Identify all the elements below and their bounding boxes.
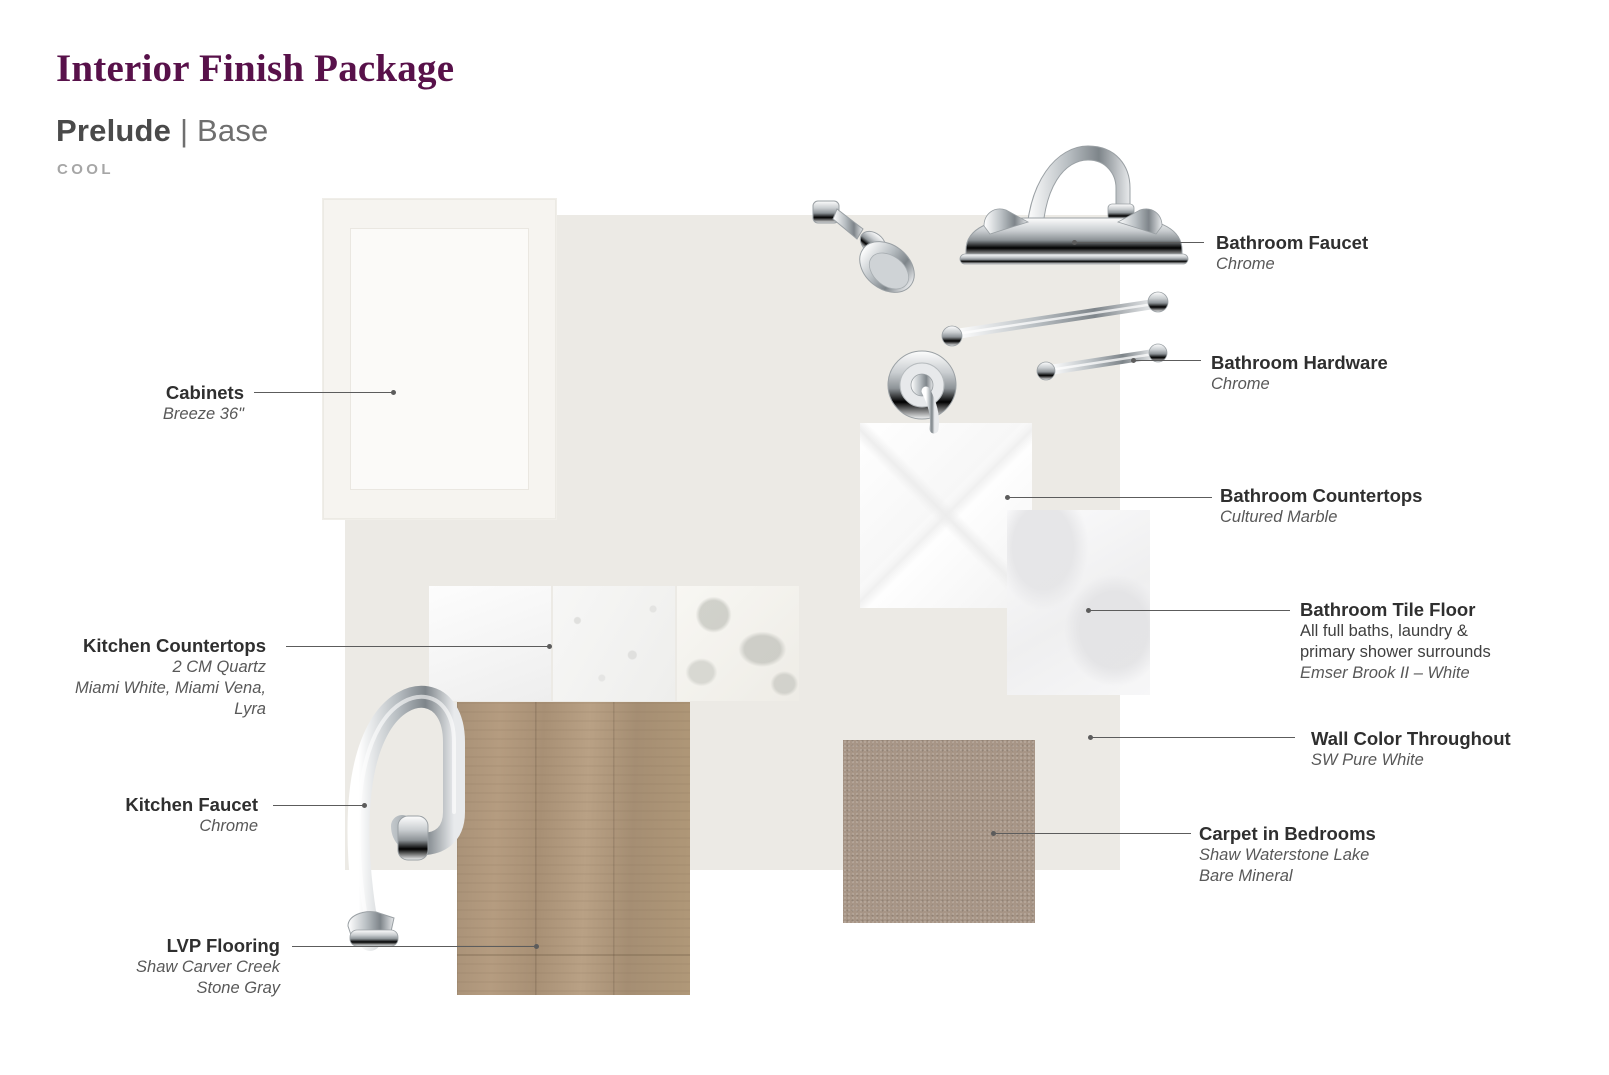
callout-bathroom-countertops-label: Bathroom Countertops [1220, 485, 1423, 506]
leader-dot [391, 390, 396, 395]
callout-carpet-detail-1: Shaw Waterstone Lake [1199, 846, 1370, 865]
leader-dot [1072, 240, 1077, 245]
lvp-seam [613, 702, 615, 995]
callout-kitchen-faucet-label: Kitchen Faucet [125, 794, 258, 815]
leader-dot [1088, 735, 1093, 740]
page-title: Interior Finish Package [56, 47, 455, 90]
leader-line-bathroom-tile [1088, 610, 1290, 611]
lvp-seam [457, 954, 690, 956]
leader-dot [1086, 608, 1091, 613]
callout-kitchen-faucet [30, 793, 258, 837]
callout-cabinets-detail: Breeze 36" [162, 405, 244, 424]
callout-bathroom-hardware-label: Bathroom Hardware [1211, 352, 1388, 373]
lvp-flooring-swatch [457, 702, 690, 995]
callout-bathroom-faucet-label: Bathroom Faucet [1216, 232, 1369, 253]
leader-line-carpet [993, 833, 1191, 834]
callout-bathroom-hardware-detail: Chrome [1211, 375, 1270, 394]
carpet-swatch [843, 740, 1035, 923]
callout-bathroom-tile-floor-detail-3: Emser Brook II – White [1300, 663, 1470, 682]
callout-bathroom-countertops [1220, 484, 1590, 528]
callout-wall-color-label: Wall Color Throughout [1311, 728, 1511, 749]
leader-line-bathroom-countertops [1007, 497, 1212, 498]
package-level: | Base [179, 113, 269, 148]
package-subtitle [56, 113, 268, 149]
callout-bathroom-tile-floor-detail-2: primary shower surrounds [1300, 643, 1491, 662]
leader-line-bathroom-faucet [1074, 242, 1204, 243]
towel-holder-icon [1030, 340, 1175, 390]
callout-carpet [1199, 822, 1529, 887]
callout-cabinets-label: Cabinets [165, 382, 244, 403]
callout-lvp-flooring-label: LVP Flooring [166, 935, 280, 956]
leader-dot [1131, 358, 1136, 363]
cabinet-door-panel [350, 228, 529, 490]
leader-line-wall-color [1090, 737, 1295, 738]
leader-line-cabinets [254, 392, 394, 393]
callout-wall-color [1311, 727, 1601, 771]
leader-dot [547, 644, 552, 649]
callout-bathroom-tile-floor-label: Bathroom Tile Floor [1300, 599, 1476, 620]
callout-kitchen-countertops-detail-1: 2 CM Quartz [172, 658, 266, 677]
callout-bathroom-faucet [1216, 231, 1566, 275]
quartz-lyra-swatch [677, 586, 799, 701]
shower-valve-icon [870, 345, 980, 455]
callout-lvp-flooring-detail-1: Shaw Carver Creek [136, 958, 280, 977]
shower-head-icon [805, 195, 935, 315]
callout-bathroom-tile-floor-detail-1: All full baths, laundry & [1300, 622, 1468, 641]
callout-bathroom-faucet-detail: Chrome [1216, 255, 1275, 274]
callout-carpet-label: Carpet in Bedrooms [1199, 823, 1376, 844]
callout-kitchen-faucet-detail: Chrome [199, 817, 258, 836]
quartz-miami-vena-swatch [553, 586, 675, 701]
callout-kitchen-countertops-detail-2: Miami White, Miami Vena, [74, 679, 266, 698]
leader-dot [991, 831, 996, 836]
leader-line-kitchen-faucet [273, 805, 365, 806]
callout-kitchen-countertops-detail-3: Lyra [234, 699, 266, 718]
callout-bathroom-countertops-detail: Cultured Marble [1220, 508, 1338, 527]
cabinet-door-swatch [323, 199, 556, 519]
callout-bathroom-tile-floor [1300, 598, 1600, 684]
callout-kitchen-countertops-label: Kitchen Countertops [83, 635, 266, 656]
palette-label: COOL [57, 161, 114, 178]
kitchen-faucet-icon [318, 630, 478, 960]
leader-dot [362, 803, 367, 808]
leader-line-bathroom-hardware [1133, 360, 1201, 361]
callout-bathroom-hardware [1211, 351, 1571, 395]
leader-dot [534, 944, 539, 949]
callout-cabinets [20, 381, 244, 425]
callout-wall-color-detail: SW Pure White [1311, 751, 1424, 770]
callout-kitchen-countertops [0, 634, 266, 720]
leader-line-lvp [292, 946, 537, 947]
callout-lvp-flooring-detail-2: Stone Gray [196, 979, 280, 998]
bathroom-tile-swatch [1007, 510, 1150, 695]
package-name: Prelude [56, 113, 172, 148]
callout-lvp-flooring [44, 934, 280, 999]
callout-carpet-detail-2: Bare Mineral [1199, 867, 1293, 886]
leader-dot [1005, 495, 1010, 500]
lvp-seam [535, 702, 537, 995]
leader-line-kitchen-countertops [286, 646, 550, 647]
